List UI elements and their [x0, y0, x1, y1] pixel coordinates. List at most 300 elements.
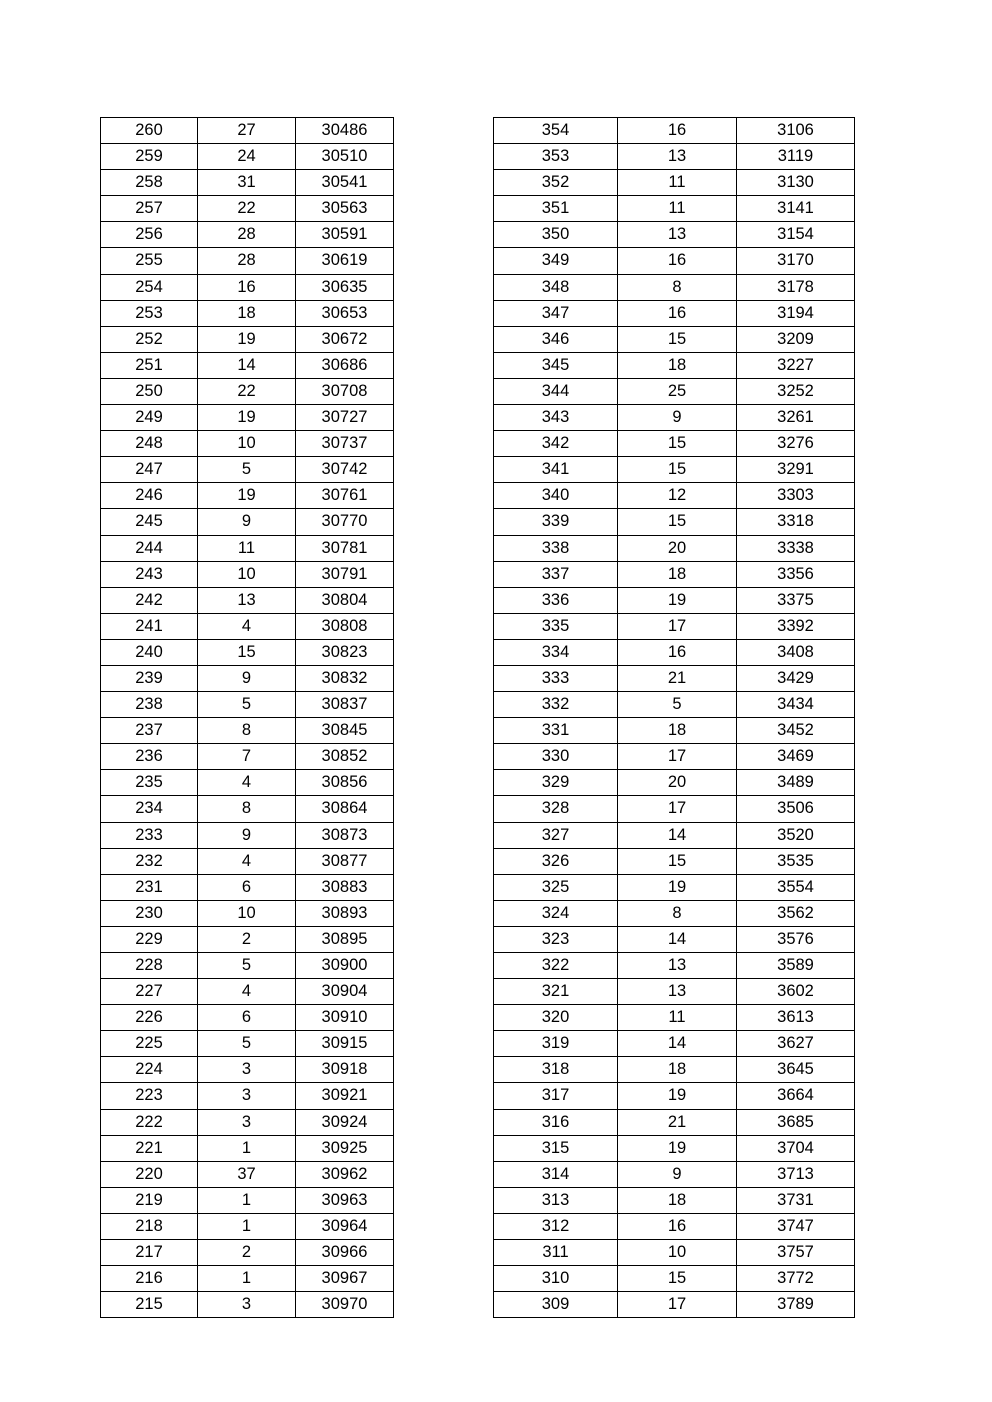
- cell-score: 230: [101, 900, 198, 926]
- cell-cumulative: 30893: [296, 900, 394, 926]
- cell-count: 5: [198, 1031, 296, 1057]
- cell-score: 233: [101, 822, 198, 848]
- cell-count: 11: [618, 170, 737, 196]
- cell-score: 238: [101, 692, 198, 718]
- cell-cumulative: 3106: [737, 118, 855, 144]
- cell-score: 242: [101, 587, 198, 613]
- cell-score: 216: [101, 1266, 198, 1292]
- cell-score: 222: [101, 1109, 198, 1135]
- cell-score: 249: [101, 405, 198, 431]
- cell-cumulative: 3119: [737, 144, 855, 170]
- cell-count: 10: [198, 431, 296, 457]
- cell-count: 37: [198, 1161, 296, 1187]
- cell-score: 344: [494, 378, 618, 404]
- table-row: [101, 431, 394, 457]
- cell-count: 5: [198, 692, 296, 718]
- cell-count: 20: [618, 770, 737, 796]
- cell-count: 14: [618, 926, 737, 952]
- cell-score: 321: [494, 979, 618, 1005]
- cell-count: 8: [618, 274, 737, 300]
- cell-cumulative: 30845: [296, 718, 394, 744]
- cell-cumulative: 3276: [737, 431, 855, 457]
- cell-cumulative: 30708: [296, 378, 394, 404]
- cell-cumulative: 3408: [737, 639, 855, 665]
- cell-cumulative: 3318: [737, 509, 855, 535]
- table-row: [101, 300, 394, 326]
- table-row: [101, 926, 394, 952]
- cell-cumulative: 30970: [296, 1292, 394, 1318]
- cell-score: 255: [101, 248, 198, 274]
- table-row: [494, 1005, 855, 1031]
- table-row: [494, 848, 855, 874]
- cell-score: 240: [101, 639, 198, 665]
- cell-count: 14: [618, 1031, 737, 1057]
- cell-count: 15: [618, 848, 737, 874]
- cell-count: 28: [198, 222, 296, 248]
- cell-cumulative: 30967: [296, 1266, 394, 1292]
- table-row: [101, 1083, 394, 1109]
- table-row: [101, 900, 394, 926]
- table-row: [101, 483, 394, 509]
- cell-count: 27: [198, 118, 296, 144]
- cell-score: 314: [494, 1161, 618, 1187]
- table-row: [101, 744, 394, 770]
- cell-cumulative: 3602: [737, 979, 855, 1005]
- table-row: [494, 1266, 855, 1292]
- cell-cumulative: 30963: [296, 1187, 394, 1213]
- table-row: [101, 718, 394, 744]
- table-row: [494, 796, 855, 822]
- table-row: [494, 483, 855, 509]
- table-row: [101, 378, 394, 404]
- cell-count: 16: [618, 118, 737, 144]
- cell-score: 343: [494, 405, 618, 431]
- right-table-body: [494, 118, 855, 1318]
- cell-score: 338: [494, 535, 618, 561]
- cell-score: 253: [101, 300, 198, 326]
- cell-cumulative: 30895: [296, 926, 394, 952]
- table-row: [101, 1057, 394, 1083]
- cell-count: 1: [198, 1213, 296, 1239]
- cell-count: 4: [198, 770, 296, 796]
- table-row: [494, 1292, 855, 1318]
- cell-count: 19: [618, 1135, 737, 1161]
- cell-count: 16: [618, 248, 737, 274]
- cell-count: 15: [618, 431, 737, 457]
- cell-score: 316: [494, 1109, 618, 1135]
- cell-cumulative: 3589: [737, 953, 855, 979]
- cell-cumulative: 30877: [296, 848, 394, 874]
- table-row: [101, 1187, 394, 1213]
- cell-score: 229: [101, 926, 198, 952]
- cell-score: 223: [101, 1083, 198, 1109]
- cell-count: 13: [618, 144, 737, 170]
- table-row: [494, 1161, 855, 1187]
- table-row: [101, 1031, 394, 1057]
- table-row: [494, 509, 855, 535]
- cell-score: 256: [101, 222, 198, 248]
- table-row: [101, 144, 394, 170]
- cell-cumulative: 3154: [737, 222, 855, 248]
- table-row: [101, 326, 394, 352]
- cell-cumulative: 3489: [737, 770, 855, 796]
- table-row: [101, 639, 394, 665]
- cell-cumulative: 3645: [737, 1057, 855, 1083]
- cell-score: 227: [101, 979, 198, 1005]
- cell-count: 11: [618, 196, 737, 222]
- cell-cumulative: 30856: [296, 770, 394, 796]
- cell-count: 15: [198, 639, 296, 665]
- cell-count: 3: [198, 1292, 296, 1318]
- table-row: [101, 1161, 394, 1187]
- table-row: [494, 326, 855, 352]
- table-row: [101, 561, 394, 587]
- cell-score: 247: [101, 457, 198, 483]
- cell-count: 19: [198, 405, 296, 431]
- cell-cumulative: 3356: [737, 561, 855, 587]
- cell-cumulative: 3194: [737, 300, 855, 326]
- table-row: [101, 196, 394, 222]
- table-row: [101, 613, 394, 639]
- cell-score: 312: [494, 1213, 618, 1239]
- table-row: [494, 613, 855, 639]
- cell-cumulative: 3713: [737, 1161, 855, 1187]
- cell-count: 16: [618, 639, 737, 665]
- cell-score: 311: [494, 1240, 618, 1266]
- cell-score: 309: [494, 1292, 618, 1318]
- cell-count: 16: [618, 300, 737, 326]
- cell-score: 252: [101, 326, 198, 352]
- cell-cumulative: 30791: [296, 561, 394, 587]
- table-row: [494, 900, 855, 926]
- cell-count: 19: [198, 483, 296, 509]
- table-row: [494, 770, 855, 796]
- cell-cumulative: 3757: [737, 1240, 855, 1266]
- cell-cumulative: 3731: [737, 1187, 855, 1213]
- cell-cumulative: 30918: [296, 1057, 394, 1083]
- cell-cumulative: 30591: [296, 222, 394, 248]
- table-row: [494, 718, 855, 744]
- cell-score: 319: [494, 1031, 618, 1057]
- cell-count: 10: [198, 900, 296, 926]
- table-row: [494, 170, 855, 196]
- table-row: [494, 1031, 855, 1057]
- cell-count: 15: [618, 509, 737, 535]
- cell-score: 254: [101, 274, 198, 300]
- cell-cumulative: 3685: [737, 1109, 855, 1135]
- cell-cumulative: 3452: [737, 718, 855, 744]
- cell-count: 5: [198, 953, 296, 979]
- table-row: [494, 118, 855, 144]
- cell-count: 6: [198, 1005, 296, 1031]
- cell-count: 11: [198, 535, 296, 561]
- cell-count: 9: [618, 405, 737, 431]
- cell-cumulative: 3562: [737, 900, 855, 926]
- table-row: [494, 196, 855, 222]
- table-row: [494, 378, 855, 404]
- cell-score: 347: [494, 300, 618, 326]
- cell-count: 11: [618, 1005, 737, 1031]
- table-row: [494, 144, 855, 170]
- cell-cumulative: 3375: [737, 587, 855, 613]
- cell-score: 217: [101, 1240, 198, 1266]
- cell-cumulative: 30742: [296, 457, 394, 483]
- table-row: [101, 1135, 394, 1161]
- cell-count: 17: [618, 796, 737, 822]
- cell-count: 10: [618, 1240, 737, 1266]
- cell-count: 15: [618, 326, 737, 352]
- table-row: [101, 352, 394, 378]
- table-row: [101, 796, 394, 822]
- left-table-body: [101, 118, 394, 1318]
- cell-count: 24: [198, 144, 296, 170]
- cell-score: 235: [101, 770, 198, 796]
- cell-count: 8: [198, 796, 296, 822]
- cell-count: 22: [198, 378, 296, 404]
- cell-cumulative: 3291: [737, 457, 855, 483]
- cell-count: 3: [198, 1083, 296, 1109]
- cell-count: 4: [198, 613, 296, 639]
- cell-cumulative: 30915: [296, 1031, 394, 1057]
- table-row: [101, 770, 394, 796]
- cell-count: 9: [198, 665, 296, 691]
- table-row: [101, 405, 394, 431]
- cell-cumulative: 30832: [296, 665, 394, 691]
- cell-cumulative: 30635: [296, 274, 394, 300]
- cell-score: 333: [494, 665, 618, 691]
- cell-score: 340: [494, 483, 618, 509]
- right-score-table: [493, 117, 855, 1318]
- table-row: [494, 1213, 855, 1239]
- cell-count: 18: [198, 300, 296, 326]
- cell-count: 12: [618, 483, 737, 509]
- cell-cumulative: 30808: [296, 613, 394, 639]
- cell-score: 231: [101, 874, 198, 900]
- cell-score: 215: [101, 1292, 198, 1318]
- cell-score: 353: [494, 144, 618, 170]
- cell-count: 19: [618, 587, 737, 613]
- table-row: [494, 1135, 855, 1161]
- table-row: [494, 822, 855, 848]
- cell-count: 7: [198, 744, 296, 770]
- cell-count: 14: [198, 352, 296, 378]
- cell-score: 350: [494, 222, 618, 248]
- cell-score: 322: [494, 953, 618, 979]
- table-row: [101, 1005, 394, 1031]
- table-row: [101, 1240, 394, 1266]
- cell-cumulative: 30737: [296, 431, 394, 457]
- cell-count: 18: [618, 561, 737, 587]
- cell-count: 13: [618, 953, 737, 979]
- cell-cumulative: 30781: [296, 535, 394, 561]
- table-row: [494, 953, 855, 979]
- cell-cumulative: 3772: [737, 1266, 855, 1292]
- cell-score: 226: [101, 1005, 198, 1031]
- cell-cumulative: 30900: [296, 953, 394, 979]
- cell-cumulative: 30852: [296, 744, 394, 770]
- table-row: [494, 874, 855, 900]
- cell-count: 18: [618, 352, 737, 378]
- cell-count: 9: [198, 509, 296, 535]
- cell-count: 21: [618, 665, 737, 691]
- cell-score: 335: [494, 613, 618, 639]
- cell-count: 9: [618, 1161, 737, 1187]
- table-row: [101, 274, 394, 300]
- cell-cumulative: 30823: [296, 639, 394, 665]
- table-row: [494, 1187, 855, 1213]
- table-row: [494, 1109, 855, 1135]
- cell-count: 3: [198, 1057, 296, 1083]
- cell-count: 15: [618, 1266, 737, 1292]
- cell-score: 336: [494, 587, 618, 613]
- cell-count: 18: [618, 1057, 737, 1083]
- cell-cumulative: 3704: [737, 1135, 855, 1161]
- table-row: [494, 222, 855, 248]
- table-row: [101, 170, 394, 196]
- cell-cumulative: 3178: [737, 274, 855, 300]
- cell-score: 330: [494, 744, 618, 770]
- cell-count: 22: [198, 196, 296, 222]
- cell-score: 342: [494, 431, 618, 457]
- cell-score: 251: [101, 352, 198, 378]
- cell-count: 8: [618, 900, 737, 926]
- cell-cumulative: 3506: [737, 796, 855, 822]
- cell-cumulative: 3469: [737, 744, 855, 770]
- cell-cumulative: 3227: [737, 352, 855, 378]
- table-row: [101, 222, 394, 248]
- table-row: [494, 352, 855, 378]
- cell-score: 228: [101, 953, 198, 979]
- cell-score: 346: [494, 326, 618, 352]
- table-row: [101, 248, 394, 274]
- cell-count: 28: [198, 248, 296, 274]
- cell-cumulative: 3209: [737, 326, 855, 352]
- cell-score: 248: [101, 431, 198, 457]
- cell-score: 259: [101, 144, 198, 170]
- cell-score: 237: [101, 718, 198, 744]
- cell-score: 221: [101, 1135, 198, 1161]
- table-row: [494, 405, 855, 431]
- cell-cumulative: 3554: [737, 874, 855, 900]
- cell-count: 14: [618, 822, 737, 848]
- table-row: [101, 535, 394, 561]
- cell-score: 224: [101, 1057, 198, 1083]
- cell-cumulative: 3141: [737, 196, 855, 222]
- table-row: [494, 431, 855, 457]
- cell-cumulative: 30966: [296, 1240, 394, 1266]
- cell-count: 4: [198, 979, 296, 1005]
- cell-score: 334: [494, 639, 618, 665]
- cell-cumulative: 30864: [296, 796, 394, 822]
- cell-cumulative: 30727: [296, 405, 394, 431]
- cell-cumulative: 30653: [296, 300, 394, 326]
- cell-cumulative: 30619: [296, 248, 394, 274]
- cell-cumulative: 30904: [296, 979, 394, 1005]
- table-row: [101, 587, 394, 613]
- cell-score: 352: [494, 170, 618, 196]
- cell-cumulative: 3613: [737, 1005, 855, 1031]
- cell-score: 241: [101, 613, 198, 639]
- cell-cumulative: 3520: [737, 822, 855, 848]
- table-row: [101, 457, 394, 483]
- cell-cumulative: 3789: [737, 1292, 855, 1318]
- cell-count: 4: [198, 848, 296, 874]
- cell-count: 1: [198, 1187, 296, 1213]
- table-row: [494, 300, 855, 326]
- cell-score: 310: [494, 1266, 618, 1292]
- cell-score: 351: [494, 196, 618, 222]
- cell-cumulative: 30924: [296, 1109, 394, 1135]
- cell-cumulative: 30804: [296, 587, 394, 613]
- table-row: [494, 744, 855, 770]
- table-row: [494, 1240, 855, 1266]
- cell-count: 19: [198, 326, 296, 352]
- cell-count: 5: [198, 457, 296, 483]
- cell-cumulative: 3747: [737, 1213, 855, 1239]
- table-row: [494, 1083, 855, 1109]
- right-table-container: [493, 117, 855, 1318]
- cell-cumulative: 30672: [296, 326, 394, 352]
- cell-score: 349: [494, 248, 618, 274]
- cell-cumulative: 3434: [737, 692, 855, 718]
- cell-cumulative: 30837: [296, 692, 394, 718]
- cell-score: 250: [101, 378, 198, 404]
- cell-count: 16: [198, 274, 296, 300]
- cell-count: 10: [198, 561, 296, 587]
- cell-score: 257: [101, 196, 198, 222]
- cell-score: 244: [101, 535, 198, 561]
- cell-score: 339: [494, 509, 618, 535]
- cell-cumulative: 3338: [737, 535, 855, 561]
- cell-count: 1: [198, 1135, 296, 1161]
- cell-count: 17: [618, 613, 737, 639]
- table-row: [494, 979, 855, 1005]
- cell-cumulative: 3535: [737, 848, 855, 874]
- cell-cumulative: 3252: [737, 378, 855, 404]
- cell-count: 18: [618, 718, 737, 744]
- cell-score: 225: [101, 1031, 198, 1057]
- cell-cumulative: 3130: [737, 170, 855, 196]
- table-row: [494, 665, 855, 691]
- cell-cumulative: 3170: [737, 248, 855, 274]
- cell-score: 315: [494, 1135, 618, 1161]
- cell-score: 246: [101, 483, 198, 509]
- cell-score: 341: [494, 457, 618, 483]
- cell-score: 325: [494, 874, 618, 900]
- table-row: [494, 926, 855, 952]
- cell-cumulative: 30761: [296, 483, 394, 509]
- table-row: [494, 639, 855, 665]
- table-row: [101, 1292, 394, 1318]
- cell-score: 332: [494, 692, 618, 718]
- cell-score: 232: [101, 848, 198, 874]
- cell-score: 243: [101, 561, 198, 587]
- cell-count: 16: [618, 1213, 737, 1239]
- table-row: [494, 274, 855, 300]
- cell-count: 13: [198, 587, 296, 613]
- cell-cumulative: 3303: [737, 483, 855, 509]
- left-score-table: [100, 117, 394, 1318]
- table-row: [101, 509, 394, 535]
- cell-cumulative: 30964: [296, 1213, 394, 1239]
- cell-score: 234: [101, 796, 198, 822]
- cell-score: 245: [101, 509, 198, 535]
- cell-cumulative: 30770: [296, 509, 394, 535]
- table-row: [494, 587, 855, 613]
- cell-score: 328: [494, 796, 618, 822]
- cell-score: 218: [101, 1213, 198, 1239]
- cell-count: 9: [198, 822, 296, 848]
